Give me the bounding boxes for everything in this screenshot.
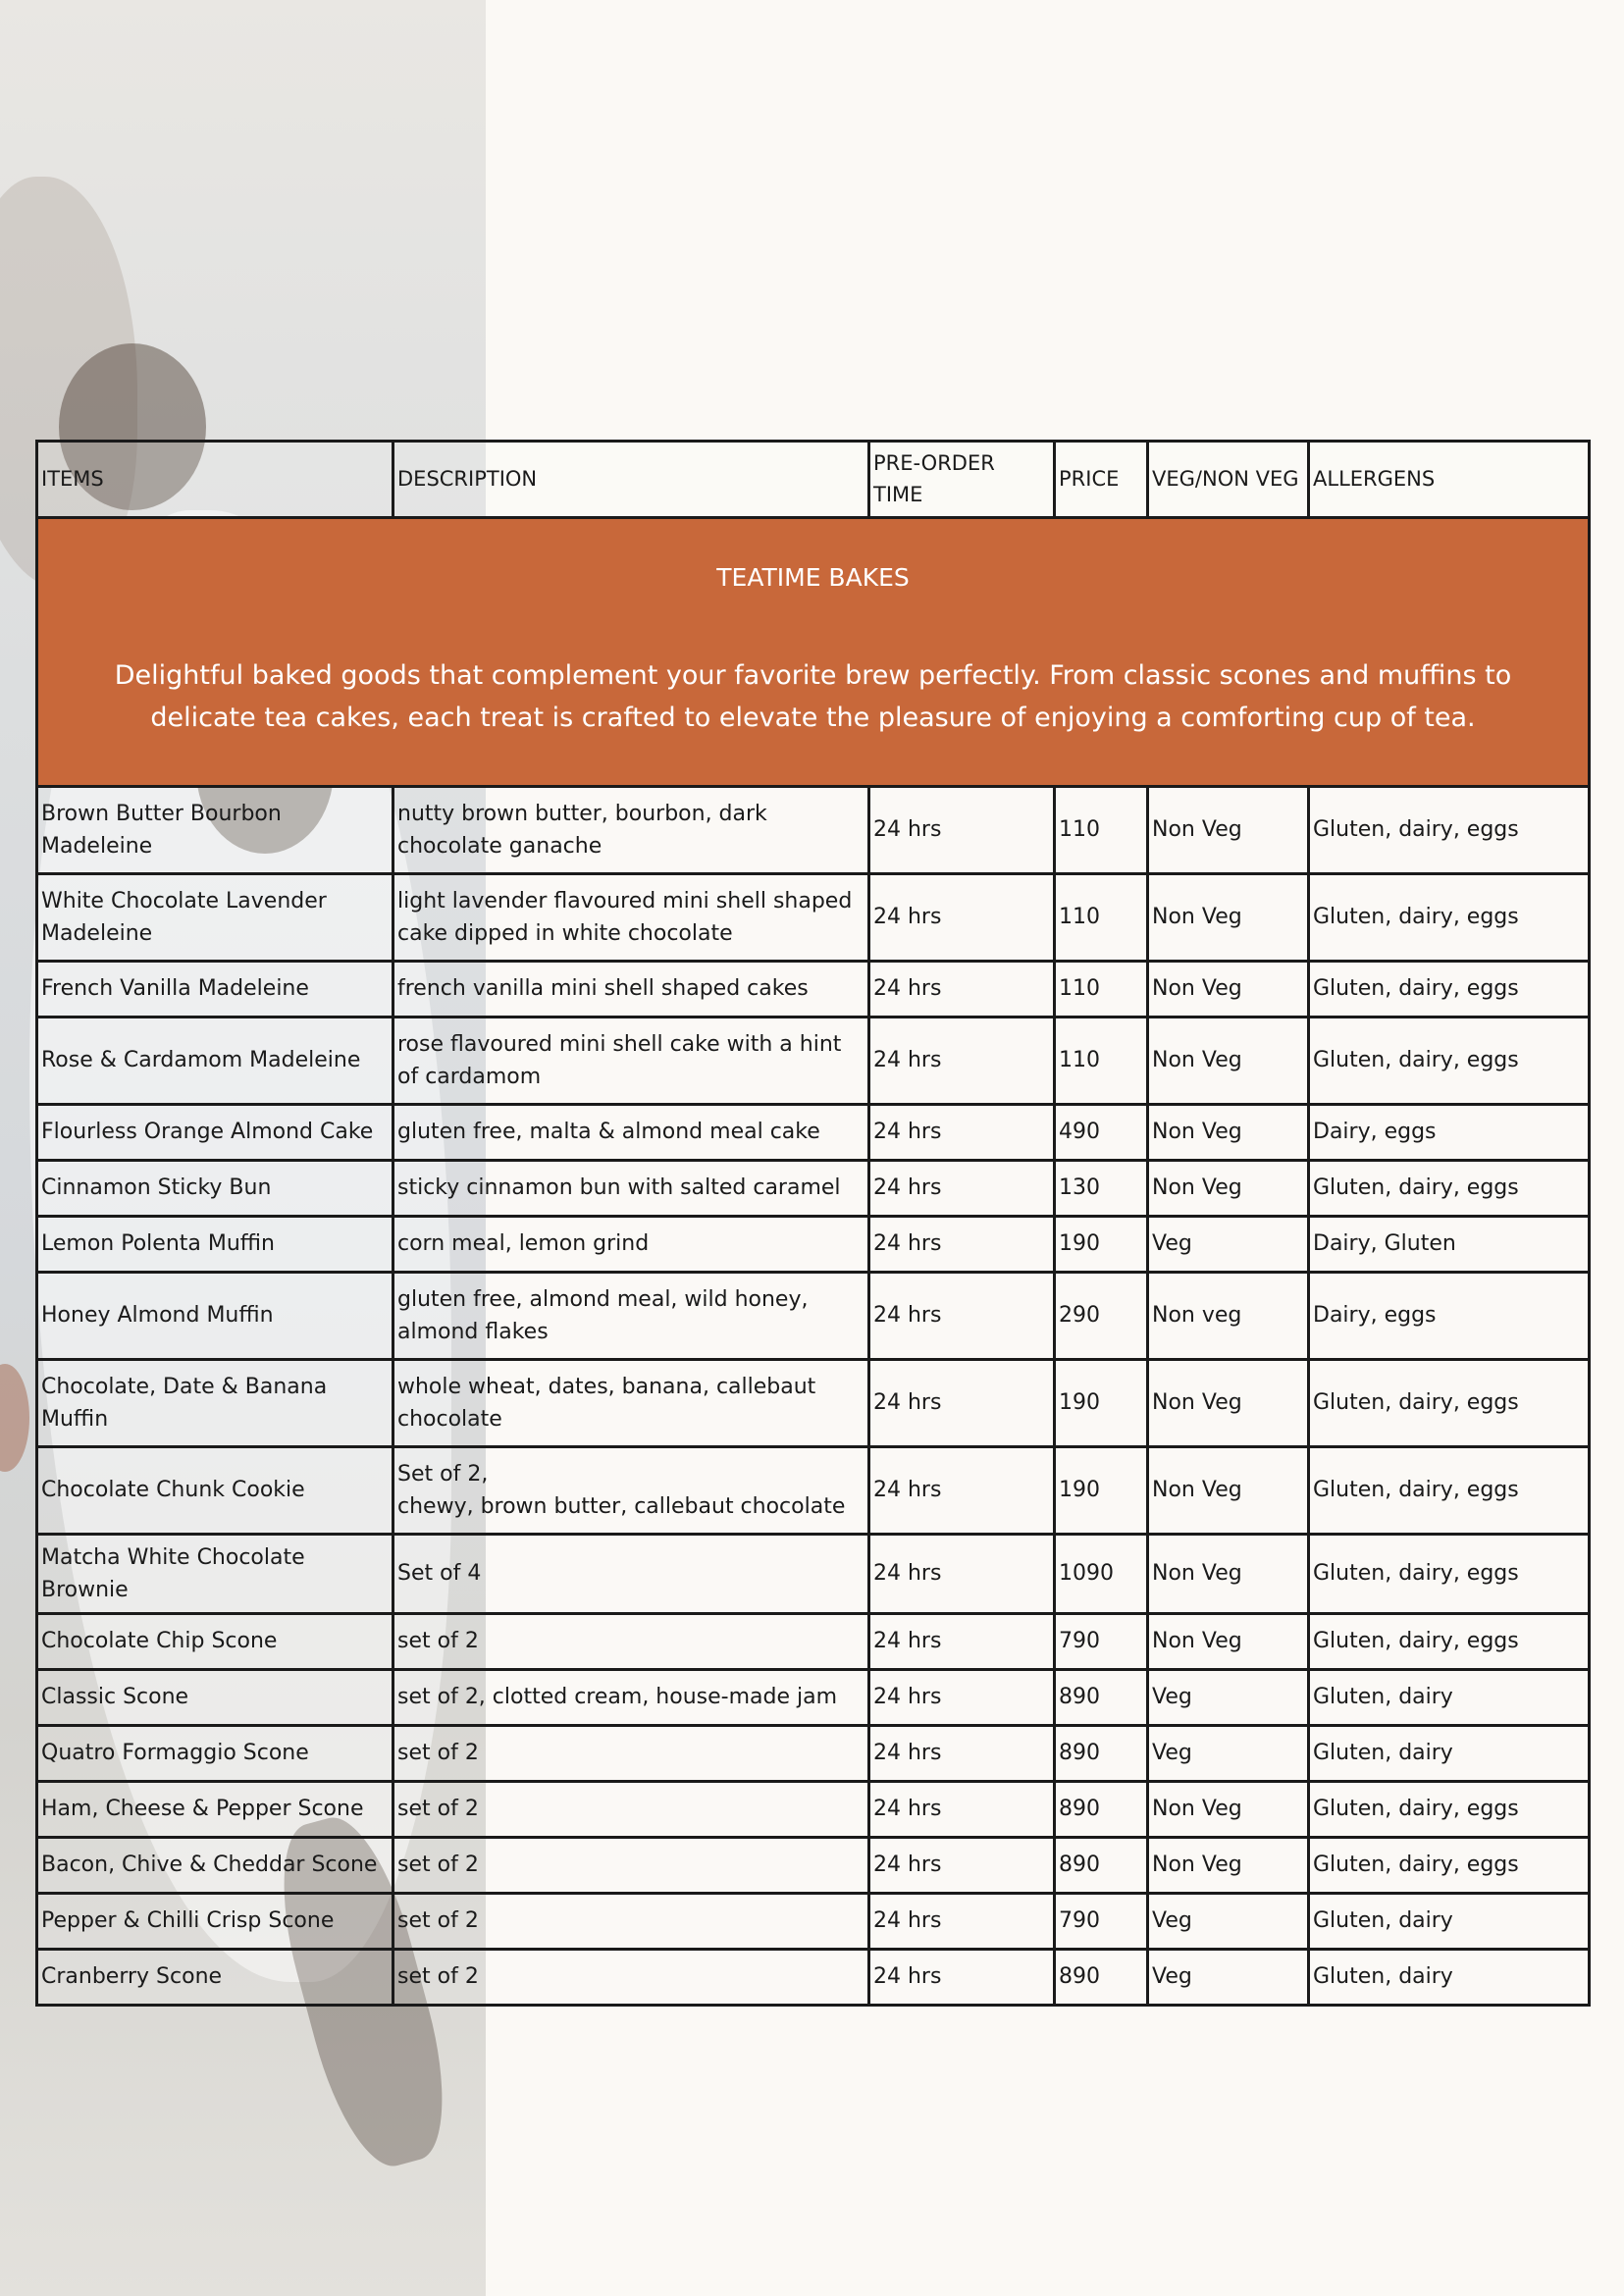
item-name: Classic Scone	[37, 1669, 393, 1725]
item-name: Quatro Formaggio Scone	[37, 1725, 393, 1781]
item-description: nutty brown butter, bourbon, dark chocolate ganache	[393, 786, 869, 873]
table-header-row	[37, 442, 1590, 518]
item-description: set of 2	[393, 1781, 869, 1837]
item-preorder-time: 24 hrs	[869, 786, 1055, 873]
table-row	[37, 1359, 1590, 1446]
item-name: Flourless Orange Almond Cake	[37, 1104, 393, 1160]
item-veg-type: Non Veg	[1148, 1781, 1309, 1837]
item-allergens: Gluten, dairy	[1309, 1725, 1590, 1781]
item-veg-type: Non Veg	[1148, 961, 1309, 1017]
table-row	[37, 873, 1590, 961]
table-row	[37, 786, 1590, 873]
item-preorder-time: 24 hrs	[869, 1837, 1055, 1893]
header-description: DESCRIPTION	[393, 442, 869, 518]
item-veg-type: Veg	[1148, 1949, 1309, 2005]
item-price: 110	[1055, 1017, 1148, 1104]
item-veg-type: Veg	[1148, 1893, 1309, 1949]
table-row	[37, 1669, 1590, 1725]
item-veg-type: Non Veg	[1148, 1837, 1309, 1893]
item-veg-type: Non Veg	[1148, 1613, 1309, 1669]
item-preorder-time: 24 hrs	[869, 1359, 1055, 1446]
section-description: Delightful baked goods that complement your favorite brew perfectly. From classic scones and muffins to delicate tea cakes, each treat is crafted to elevate the pleasure of enjoying a comforting cup of tea.	[114, 659, 1512, 733]
item-allergens: Gluten, dairy, eggs	[1309, 1837, 1590, 1893]
item-preorder-time: 24 hrs	[869, 961, 1055, 1017]
item-allergens: Gluten, dairy, eggs	[1309, 1534, 1590, 1613]
item-price: 1090	[1055, 1534, 1148, 1613]
table-row	[37, 1949, 1590, 2005]
item-veg-type: Non Veg	[1148, 873, 1309, 961]
table-row	[37, 1837, 1590, 1893]
item-name: Rose & Cardamom Madeleine	[37, 1017, 393, 1104]
item-preorder-time: 24 hrs	[869, 1781, 1055, 1837]
item-veg-type: Veg	[1148, 1725, 1309, 1781]
item-description: set of 2	[393, 1837, 869, 1893]
item-allergens: Dairy, Gluten	[1309, 1216, 1590, 1272]
section-title: TEATIME BAKES	[716, 563, 910, 592]
item-preorder-time: 24 hrs	[869, 1613, 1055, 1669]
header-allergens: ALLERGENS	[1309, 442, 1590, 518]
item-price: 890	[1055, 1781, 1148, 1837]
item-description: french vanilla mini shell shaped cakes	[393, 961, 869, 1017]
item-preorder-time: 24 hrs	[869, 1893, 1055, 1949]
item-name: Matcha White Chocolate Brownie	[37, 1534, 393, 1613]
item-allergens: Gluten, dairy, eggs	[1309, 1446, 1590, 1534]
item-description: gluten free, almond meal, wild honey, almond flakes	[393, 1272, 869, 1359]
item-allergens: Dairy, eggs	[1309, 1104, 1590, 1160]
item-allergens: Gluten, dairy, eggs	[1309, 1359, 1590, 1446]
item-preorder-time: 24 hrs	[869, 1160, 1055, 1216]
item-preorder-time: 24 hrs	[869, 1017, 1055, 1104]
item-description: set of 2	[393, 1893, 869, 1949]
item-description: set of 2	[393, 1949, 869, 2005]
item-price: 790	[1055, 1613, 1148, 1669]
item-veg-type: Non Veg	[1148, 1359, 1309, 1446]
item-price: 110	[1055, 873, 1148, 961]
item-price: 890	[1055, 1725, 1148, 1781]
item-price: 890	[1055, 1669, 1148, 1725]
item-description: whole wheat, dates, banana, callebaut chocolate	[393, 1359, 869, 1446]
item-name: Chocolate Chunk Cookie	[37, 1446, 393, 1534]
item-veg-type: Non Veg	[1148, 1017, 1309, 1104]
item-allergens: Gluten, dairy, eggs	[1309, 1613, 1590, 1669]
item-description: Set of 4	[393, 1534, 869, 1613]
header-preorder-time: PRE-ORDER TIME	[869, 442, 1055, 518]
item-description: set of 2	[393, 1725, 869, 1781]
table-row	[37, 1725, 1590, 1781]
item-allergens: Gluten, dairy, eggs	[1309, 1017, 1590, 1104]
item-price: 490	[1055, 1104, 1148, 1160]
item-veg-type: Non Veg	[1148, 1534, 1309, 1613]
table-row	[37, 1613, 1590, 1669]
item-description: set of 2	[393, 1613, 869, 1669]
item-price: 190	[1055, 1359, 1148, 1446]
item-preorder-time: 24 hrs	[869, 1104, 1055, 1160]
item-price: 290	[1055, 1272, 1148, 1359]
section-banner-row	[37, 518, 1590, 787]
item-preorder-time: 24 hrs	[869, 1272, 1055, 1359]
item-allergens: Gluten, dairy, eggs	[1309, 786, 1590, 873]
item-veg-type: Non Veg	[1148, 1104, 1309, 1160]
item-price: 890	[1055, 1949, 1148, 2005]
item-description: Set of 2, chewy, brown butter, callebaut chocolate	[393, 1446, 869, 1534]
item-allergens: Gluten, dairy, eggs	[1309, 961, 1590, 1017]
item-name: Chocolate Chip Scone	[37, 1613, 393, 1669]
item-description: set of 2, clotted cream, house-made jam	[393, 1669, 869, 1725]
item-allergens: Dairy, eggs	[1309, 1272, 1590, 1359]
item-price: 890	[1055, 1837, 1148, 1893]
item-veg-type: Veg	[1148, 1216, 1309, 1272]
table-row	[37, 961, 1590, 1017]
item-price: 190	[1055, 1216, 1148, 1272]
item-allergens: Gluten, dairy	[1309, 1669, 1590, 1725]
item-allergens: Gluten, dairy, eggs	[1309, 1160, 1590, 1216]
item-name: White Chocolate Lavender Madeleine	[37, 873, 393, 961]
item-veg-type: Non Veg	[1148, 786, 1309, 873]
item-name: Bacon, Chive & Cheddar Scone	[37, 1837, 393, 1893]
item-name: Brown Butter Bourbon Madeleine	[37, 786, 393, 873]
item-description: corn meal, lemon grind	[393, 1216, 869, 1272]
item-description: sticky cinnamon bun with salted caramel	[393, 1160, 869, 1216]
item-description: rose flavoured mini shell cake with a hint of cardamom	[393, 1017, 869, 1104]
item-allergens: Gluten, dairy, eggs	[1309, 873, 1590, 961]
item-name: French Vanilla Madeleine	[37, 961, 393, 1017]
painting-figure-accent	[0, 1364, 29, 1472]
table-row	[37, 1017, 1590, 1104]
item-preorder-time: 24 hrs	[869, 1669, 1055, 1725]
item-price: 190	[1055, 1446, 1148, 1534]
header-veg-non-veg: VEG/NON VEG	[1148, 442, 1309, 518]
item-veg-type: Non veg	[1148, 1272, 1309, 1359]
item-allergens: Gluten, dairy, eggs	[1309, 1781, 1590, 1837]
item-name: Lemon Polenta Muffin	[37, 1216, 393, 1272]
item-price: 130	[1055, 1160, 1148, 1216]
menu-table	[35, 440, 1591, 2007]
table-row	[37, 1272, 1590, 1359]
table-row	[37, 1104, 1590, 1160]
item-allergens: Gluten, dairy	[1309, 1949, 1590, 2005]
table-row	[37, 1160, 1590, 1216]
item-name: Cranberry Scone	[37, 1949, 393, 2005]
item-veg-type: Veg	[1148, 1669, 1309, 1725]
item-name: Ham, Cheese & Pepper Scone	[37, 1781, 393, 1837]
table-row	[37, 1446, 1590, 1534]
item-allergens: Gluten, dairy	[1309, 1893, 1590, 1949]
item-name: Chocolate, Date & Banana Muffin	[37, 1359, 393, 1446]
table-row	[37, 1534, 1590, 1613]
item-preorder-time: 24 hrs	[869, 873, 1055, 961]
item-preorder-time: 24 hrs	[869, 1216, 1055, 1272]
item-preorder-time: 24 hrs	[869, 1725, 1055, 1781]
item-preorder-time: 24 hrs	[869, 1949, 1055, 2005]
item-name: Honey Almond Muffin	[37, 1272, 393, 1359]
header-items: ITEMS	[37, 442, 393, 518]
item-description: light lavender flavoured mini shell shaped cake dipped in white chocolate	[393, 873, 869, 961]
section-banner	[37, 518, 1590, 787]
item-preorder-time: 24 hrs	[869, 1446, 1055, 1534]
item-veg-type: Non Veg	[1148, 1160, 1309, 1216]
table-row	[37, 1216, 1590, 1272]
item-name: Cinnamon Sticky Bun	[37, 1160, 393, 1216]
item-name: Pepper & Chilli Crisp Scone	[37, 1893, 393, 1949]
item-price: 110	[1055, 786, 1148, 873]
table-row	[37, 1893, 1590, 1949]
table-row	[37, 1781, 1590, 1837]
item-veg-type: Non Veg	[1148, 1446, 1309, 1534]
item-preorder-time: 24 hrs	[869, 1534, 1055, 1613]
item-price: 110	[1055, 961, 1148, 1017]
item-description: gluten free, malta & almond meal cake	[393, 1104, 869, 1160]
header-price: PRICE	[1055, 442, 1148, 518]
item-price: 790	[1055, 1893, 1148, 1949]
